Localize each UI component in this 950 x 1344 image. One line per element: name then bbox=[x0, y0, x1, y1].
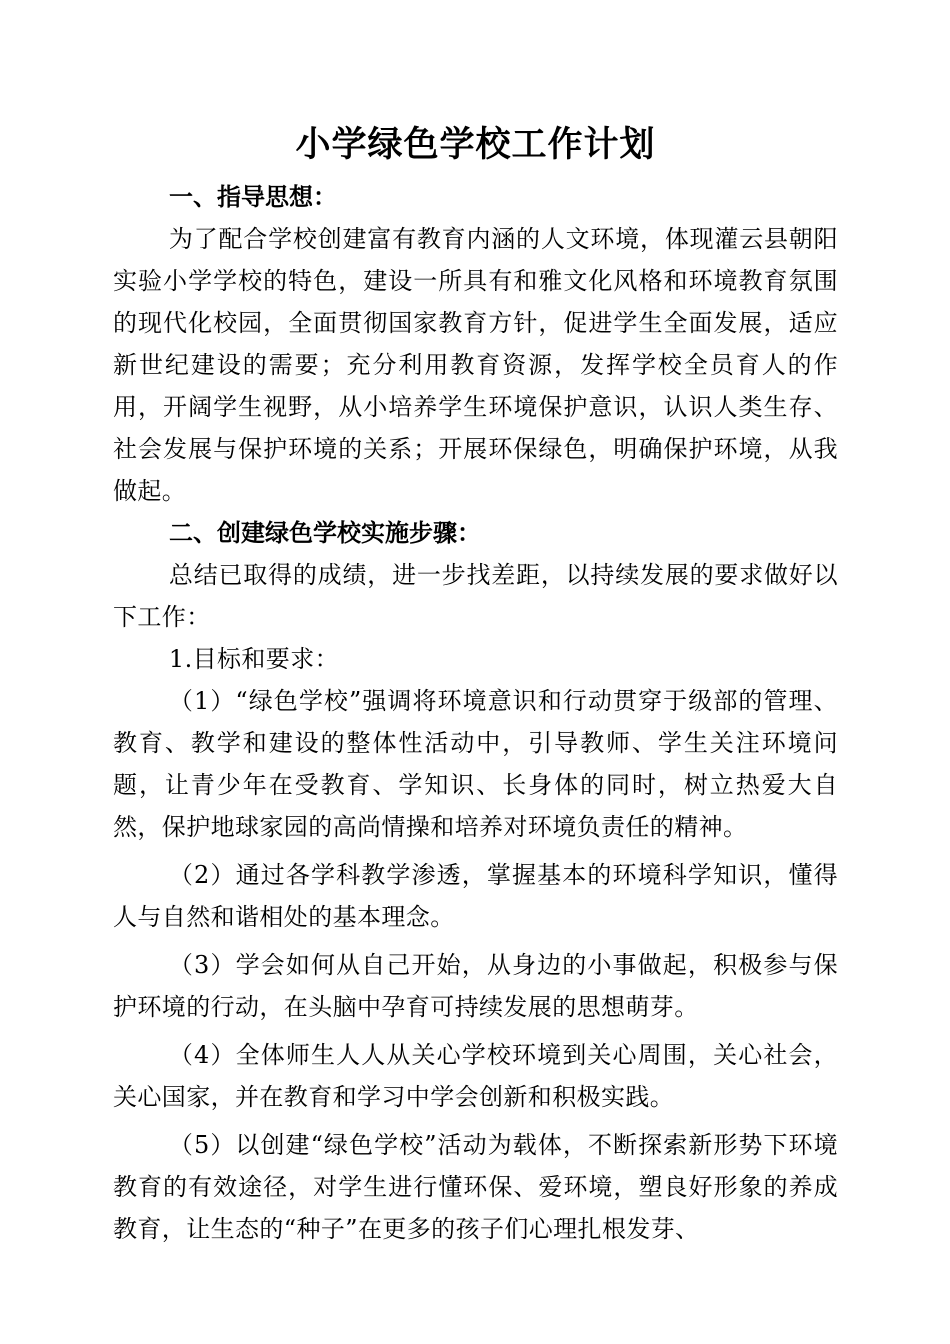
section-heading-implementation-steps: 二、创建绿色学校实施步骤： bbox=[169, 519, 481, 547]
goal-item-4: （4）全体师生人人从关心学校环境到关心周围，关心社会，关心国家，并在教育和学习中学会创新和积极实践。 bbox=[113, 1041, 838, 1111]
goal-item-3: （3）学会如何从自己开始，从身边的小事做起，积极参与保护环境的行动，在头脑中孕育可持续发展的思想萌芽。 bbox=[113, 951, 838, 1021]
steps-intro-paragraph: 总结已取得的成绩，进一步找差距，以持续发展的要求做好以下工作： bbox=[113, 561, 838, 631]
document-title: 小学绿色学校工作计划 bbox=[295, 125, 656, 165]
guiding-thought-paragraph: 为了配合学校创建富有教育内涵的人文环境，体现灌云县朝阳实验小学学校的特色，建设一所具有和雅文化风格和环境教育氛围的现代化校园，全面贯彻国家教育方针，促进学生全面发展，适应新世纪建设的需要；充分利用教育资源，发挥学校全员育人的作用，开阔学生视野，从小培养学生环境保护意识，认识人类生存、社会发展与保护环境的关系；开展环保绿色，明确保护环境，从我做起。 bbox=[113, 225, 838, 505]
section-heading-guiding-thought: 一、指导思想： bbox=[169, 183, 337, 211]
goal-item-2: （2）通过各学科教学渗透，掌握基本的环境科学知识，懂得人与自然和谐相处的基本理念。 bbox=[113, 861, 838, 931]
goal-item-5: （5）以创建“绿色学校”活动为载体，不断探索新形势下环境教育的有效途径，对学生进行懂环保、爱环境，塑良好形象的养成教育，让生态的“种子”在更多的孩子们心理扎根发芽、 bbox=[113, 1131, 838, 1243]
goal-item-1: （1）“绿色学校”强调将环境意识和行动贯穿于级部的管理、教育、教学和建设的整体性活动中，引导教师、学生关注环境问题，让青少年在受教育、学知识、长身体的同时，树立热爱大自然，保护地球家园的高尚情操和培养对环境负责任的精神。 bbox=[113, 687, 838, 841]
goals-subheading: 1.目标和要求： bbox=[168, 645, 340, 673]
